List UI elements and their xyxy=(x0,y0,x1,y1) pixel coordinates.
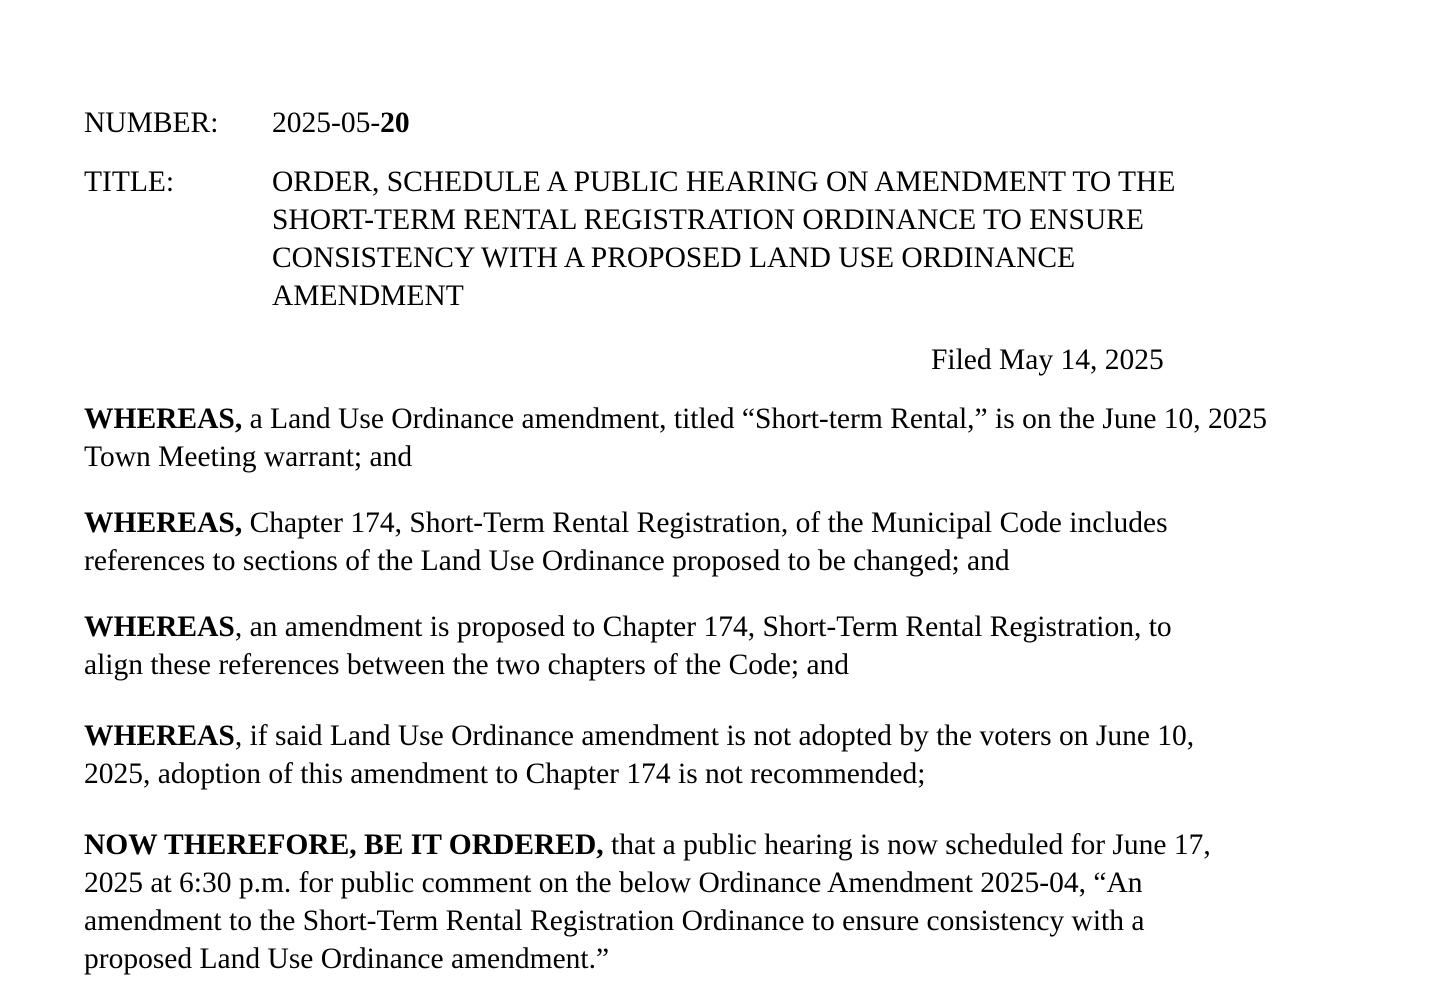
paragraph-line: proposed Land Use Ordinance amendment.” xyxy=(84,943,610,975)
paragraph-line xyxy=(84,717,1324,755)
title-line: SHORT-TERM RENTAL REGISTRATION ORDINANCE TO ENSURE xyxy=(272,204,1144,236)
paragraph-line: 2025, adoption of this amendment to Chapter 174 is not recommended; xyxy=(84,758,926,790)
paragraph-text: , an amendment is proposed to Chapter 174, Short-Term Rental Registration, to xyxy=(234,611,1172,643)
paragraph-lead: NOW THEREFORE, BE IT ORDERED, xyxy=(84,829,604,861)
paragraph-line: 2025 at 6:30 p.m. for public comment on the below Ordinance Amendment 2025-04, “An xyxy=(84,867,1143,899)
paragraph-lead: WHEREAS, xyxy=(84,507,243,539)
paragraph-line: amendment to the Short-Term Rental Registration Ordinance to ensure consistency with a xyxy=(84,905,1145,937)
title-line: AMENDMENT xyxy=(272,280,464,312)
whereas-paragraph-2 xyxy=(84,504,1324,580)
paragraph-text: Chapter 174, Short-Term Rental Registration, of the Municipal Code includes xyxy=(242,507,1168,539)
title-text xyxy=(272,163,1175,315)
paragraph-text: , if said Land Use Ordinance amendment is not adopted by the voters on June 10, xyxy=(234,720,1195,752)
number-suffix: 20 xyxy=(380,107,410,139)
whereas-paragraph-3 xyxy=(84,608,1324,684)
paragraph-text: a Land Use Ordinance amendment, titled “Short-term Rental,” is on the June 10, 2025 xyxy=(242,403,1268,435)
paragraph-text: that a public hearing is now scheduled for June 17, xyxy=(603,829,1211,861)
paragraph-lead: WHEREAS xyxy=(84,720,235,752)
number-value xyxy=(272,104,410,142)
filed-date: Filed May 14, 2025 xyxy=(931,344,1164,376)
paragraph-line: align these references between the two chapters of the Code; and xyxy=(84,649,850,681)
number-label: NUMBER: xyxy=(84,107,219,139)
title-line: CONSISTENCY WITH A PROPOSED LAND USE ORDINANCE xyxy=(272,242,1076,274)
title-label: TITLE: xyxy=(84,166,175,198)
paragraph-lead: WHEREAS, xyxy=(84,403,243,435)
paragraph-line xyxy=(84,826,1324,864)
paragraph-line xyxy=(84,400,1324,438)
ordered-paragraph xyxy=(84,826,1324,978)
number-prefix: 2025-05- xyxy=(272,107,381,139)
paragraph-line: references to sections of the Land Use Ordinance proposed to be changed; and xyxy=(84,545,1010,577)
title-line: ORDER, SCHEDULE A PUBLIC HEARING ON AMENDMENT TO THE xyxy=(272,166,1176,198)
whereas-paragraph-4 xyxy=(84,717,1324,793)
paragraph-lead: WHEREAS xyxy=(84,611,235,643)
paragraph-line xyxy=(84,608,1324,646)
paragraph-line: Town Meeting warrant; and xyxy=(84,441,413,473)
whereas-paragraph-1 xyxy=(84,400,1324,476)
paragraph-line xyxy=(84,504,1324,542)
